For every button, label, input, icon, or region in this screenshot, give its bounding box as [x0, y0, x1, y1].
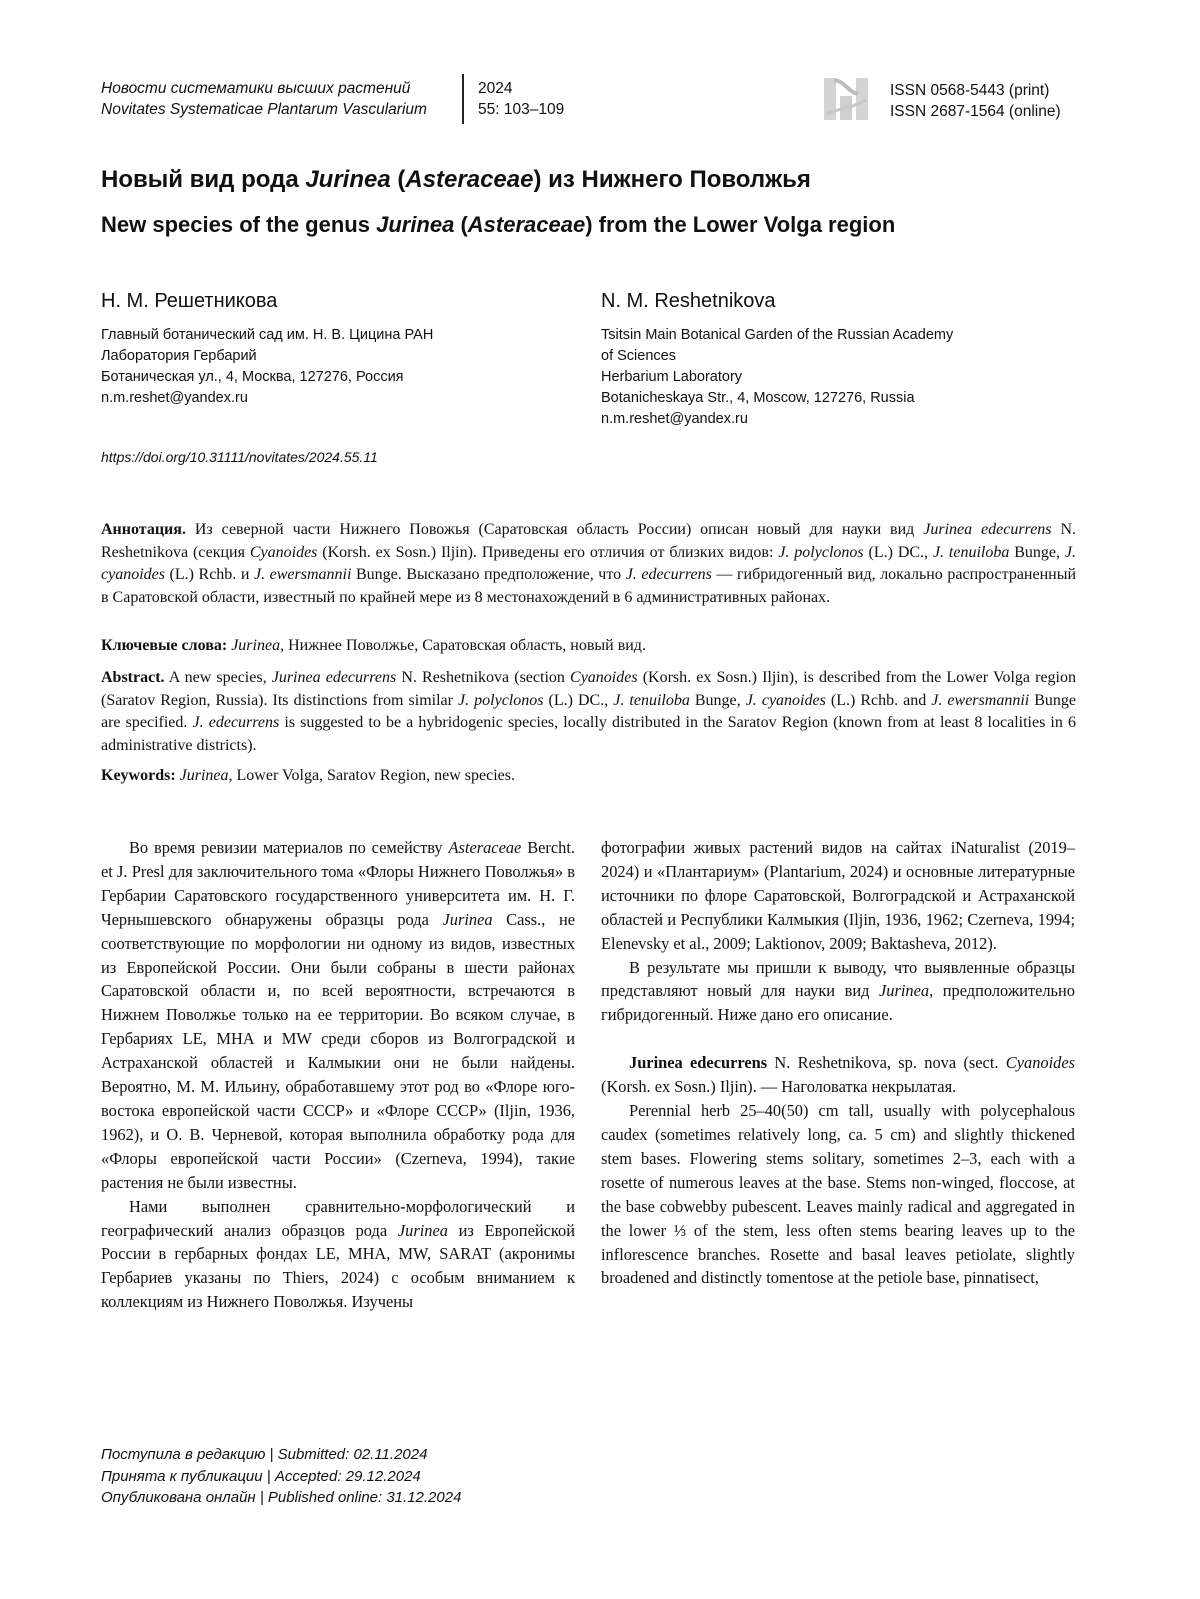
- author-name-en: N. M. Reshetnikova: [601, 290, 776, 312]
- paragraph: Нами выполнен сравнительно-морфологический и географический анализ образцов рода Jurinea из Европейской России в гербарных фондах LE, MHA, MW, SARAT (акронимы Гербариев указаны по Thiers, 2024) с особым вниманием к коллекциям из Нижнего Поволжья. Изучены: [101, 1196, 575, 1312]
- header-divider: [462, 74, 464, 124]
- issue-info: [478, 78, 564, 120]
- issue-volume-pages: 55: 103–109: [478, 101, 565, 118]
- affiliation-en: Tsitsin Main Botanical Garden of the Russian Academy of Sciences Herbarium Laboratory Botanicheskaya Str., 4, Moscow, 127276, Russia n.m.reshet@yandex.ru: [601, 325, 953, 430]
- date-published: Опубликована онлайн | Published online: 31.12.2024: [101, 1489, 462, 1506]
- abstract-en: Abstract. A new species, Jurinea edecurrens N. Reshetnikova (section Cyanoides (Korsh. ex Sosn.) Iljin), is described from the Lower Volga region (Saratov Region, Russia). Its distinctions from similar J. polyclonos (L.) DC., J. tenuiloba Bunge, J. cyanoides (L.) Rchb. and J. ewersmannii Bunge are specified. J. edecurrens is suggested to be a hybridogenic species, locally distributed in the Saratov Region (known from at least 8 localities in 6 administrative districts).: [101, 669, 1077, 754]
- paragraph: В результате мы пришли к выводу, что выявленные образцы представляют новый для науки вид Jurinea, предположительно гибридогенный. Ниже дано его описание.: [601, 957, 1075, 1025]
- author-email-ru[interactable]: n.m.reshet@yandex.ru: [101, 390, 248, 406]
- date-submitted: Поступила в редакцию | Submitted: 02.11.2024: [101, 1446, 428, 1463]
- article-title-ru: Новый вид рода Jurinea (Asteraceae) из Нижнего Поволжья: [101, 166, 811, 193]
- paragraph: Во время ревизии материалов по семейству Asteraceae Bercht. et J. Presl для заключительного тома «Флоры Нижнего Поволжья» в Гербарии Саратовского государственного университета им. Н. Г. Чернышевского обнаружены образцы рода Jurinea Cass., не соответствующие по морфологии ни одному из видов, известных из Европейской России. Они были собраны в шести районах Саратовской области и, по всей вероятности, встречаются в Нижнем Поволжье только на ее территории. Во всяком случае, в Гербариях LE, MHA и MW среди сборов из Волгоградской и Астраханской областей и Калмыкии они не были найдены. Вероятно, М. М. Ильину, обработавшему этот род во «Флоре юго-востока европейской части СССР» и «Флоре СССР» (Iljin, 1936, 1962), и О. В. Черневой, которая выполнила обработку рода для «Флоры европейской части России» (Czerneva, 1994), такие растения не были известны.: [101, 838, 576, 1192]
- article-title-en: New species of the genus Jurinea (Asteraceae) from the Lower Volga region: [101, 212, 896, 237]
- species-description: Perennial herb 25–40(50) cm tall, usually with polycephalous caudex (sometimes relatively long, ca. 5 cm) and slightly thickened stem bases. Flowering stems solitary, sometimes 2–3, each with a rosette of numerous leaves at the base. Stems non-winged, floccose, at the base cobwebby pubescent. Leaves mainly radical and aggregated in the lower ⅓ of the stem, less often stems bearing leaves up to the inflorescence branches. Rosette and basal leaves petiolate, slightly broadened and distinctly tomentose at the petiole base, pinnatisect,: [601, 1101, 1075, 1288]
- author-name-ru: Н. М. Решетникова: [101, 290, 278, 312]
- journal-title: [101, 78, 427, 120]
- journal-title-latin: Novitates Systematicae Plantarum Vascularium: [101, 101, 427, 118]
- journal-title-ru: Новости систематики высших растений: [101, 80, 411, 97]
- doi-link[interactable]: https://doi.org/10.31111/novitates/2024.55.11: [101, 449, 378, 465]
- body-column-right: [601, 836, 1075, 1290]
- issue-year: 2024: [478, 80, 513, 97]
- annotation-ru: Аннотация. Из северной части Нижнего Повожья (Саратовская область России) описан новый для науки вид Jurinea edecurrens N. Reshetnikova (секция Cyanoides (Korsh. ex Sosn.) Iljin). Приведены его отличия от близких видов: J. polyclonos (L.) DC., J. tenuiloba Bunge, J. cyanoides (L.) Rchb. и J. ewersmannii Bunge. Высказано предположение, что J. edecurrens — гибридогенный вид, локально распространенный в Саратовской области, известный по крайней мере из 8 местонахождений в 6 административных районах.: [101, 521, 1077, 606]
- journal-logo-icon: [818, 74, 874, 124]
- issn-online: ISSN 2687-1564 (online): [890, 103, 1061, 120]
- affiliation-ru: Главный ботанический сад им. Н. В. Цицина РАН Лаборатория Гербарий Ботаническая ул., 4, Москва, 127276, Россия n.m.reshet@yandex.ru: [101, 325, 433, 409]
- author-email-en[interactable]: n.m.reshet@yandex.ru: [601, 411, 748, 427]
- paragraph: фотографии живых растений видов на сайтах iNaturalist (2019–2024) и «Плантариум» (Plantarium, 2024) и основные литературные источники по флоре Саратовской, Волгоградской и Астраханской областей и Республики Калмыкия (Iljin, 1936, 1962; Czerneva, 1994; Elenevsky et al., 2009; Laktionov, 2009; Baktasheva, 2012).: [601, 838, 1075, 953]
- body-column-left: [101, 836, 575, 1314]
- issn-block: [890, 80, 1061, 122]
- species-heading: Jurinea edecurrens N. Reshetnikova, sp. nova (sect. Cyanoides (Korsh. ex Sosn.) Iljin). — Наголоватка некрылатая.: [601, 1053, 1075, 1097]
- issn-print: ISSN 0568-5443 (print): [890, 82, 1050, 99]
- dates-footer: [101, 1444, 461, 1509]
- keywords-ru: Ключевые слова: Jurinea, Нижнее Поволжье, Саратовская область, новый вид.: [101, 637, 646, 654]
- keywords-en: Keywords: Jurinea, Lower Volga, Saratov Region, new species.: [101, 767, 515, 784]
- date-accepted: Принята к публикации | Accepted: 29.12.2024: [101, 1467, 421, 1485]
